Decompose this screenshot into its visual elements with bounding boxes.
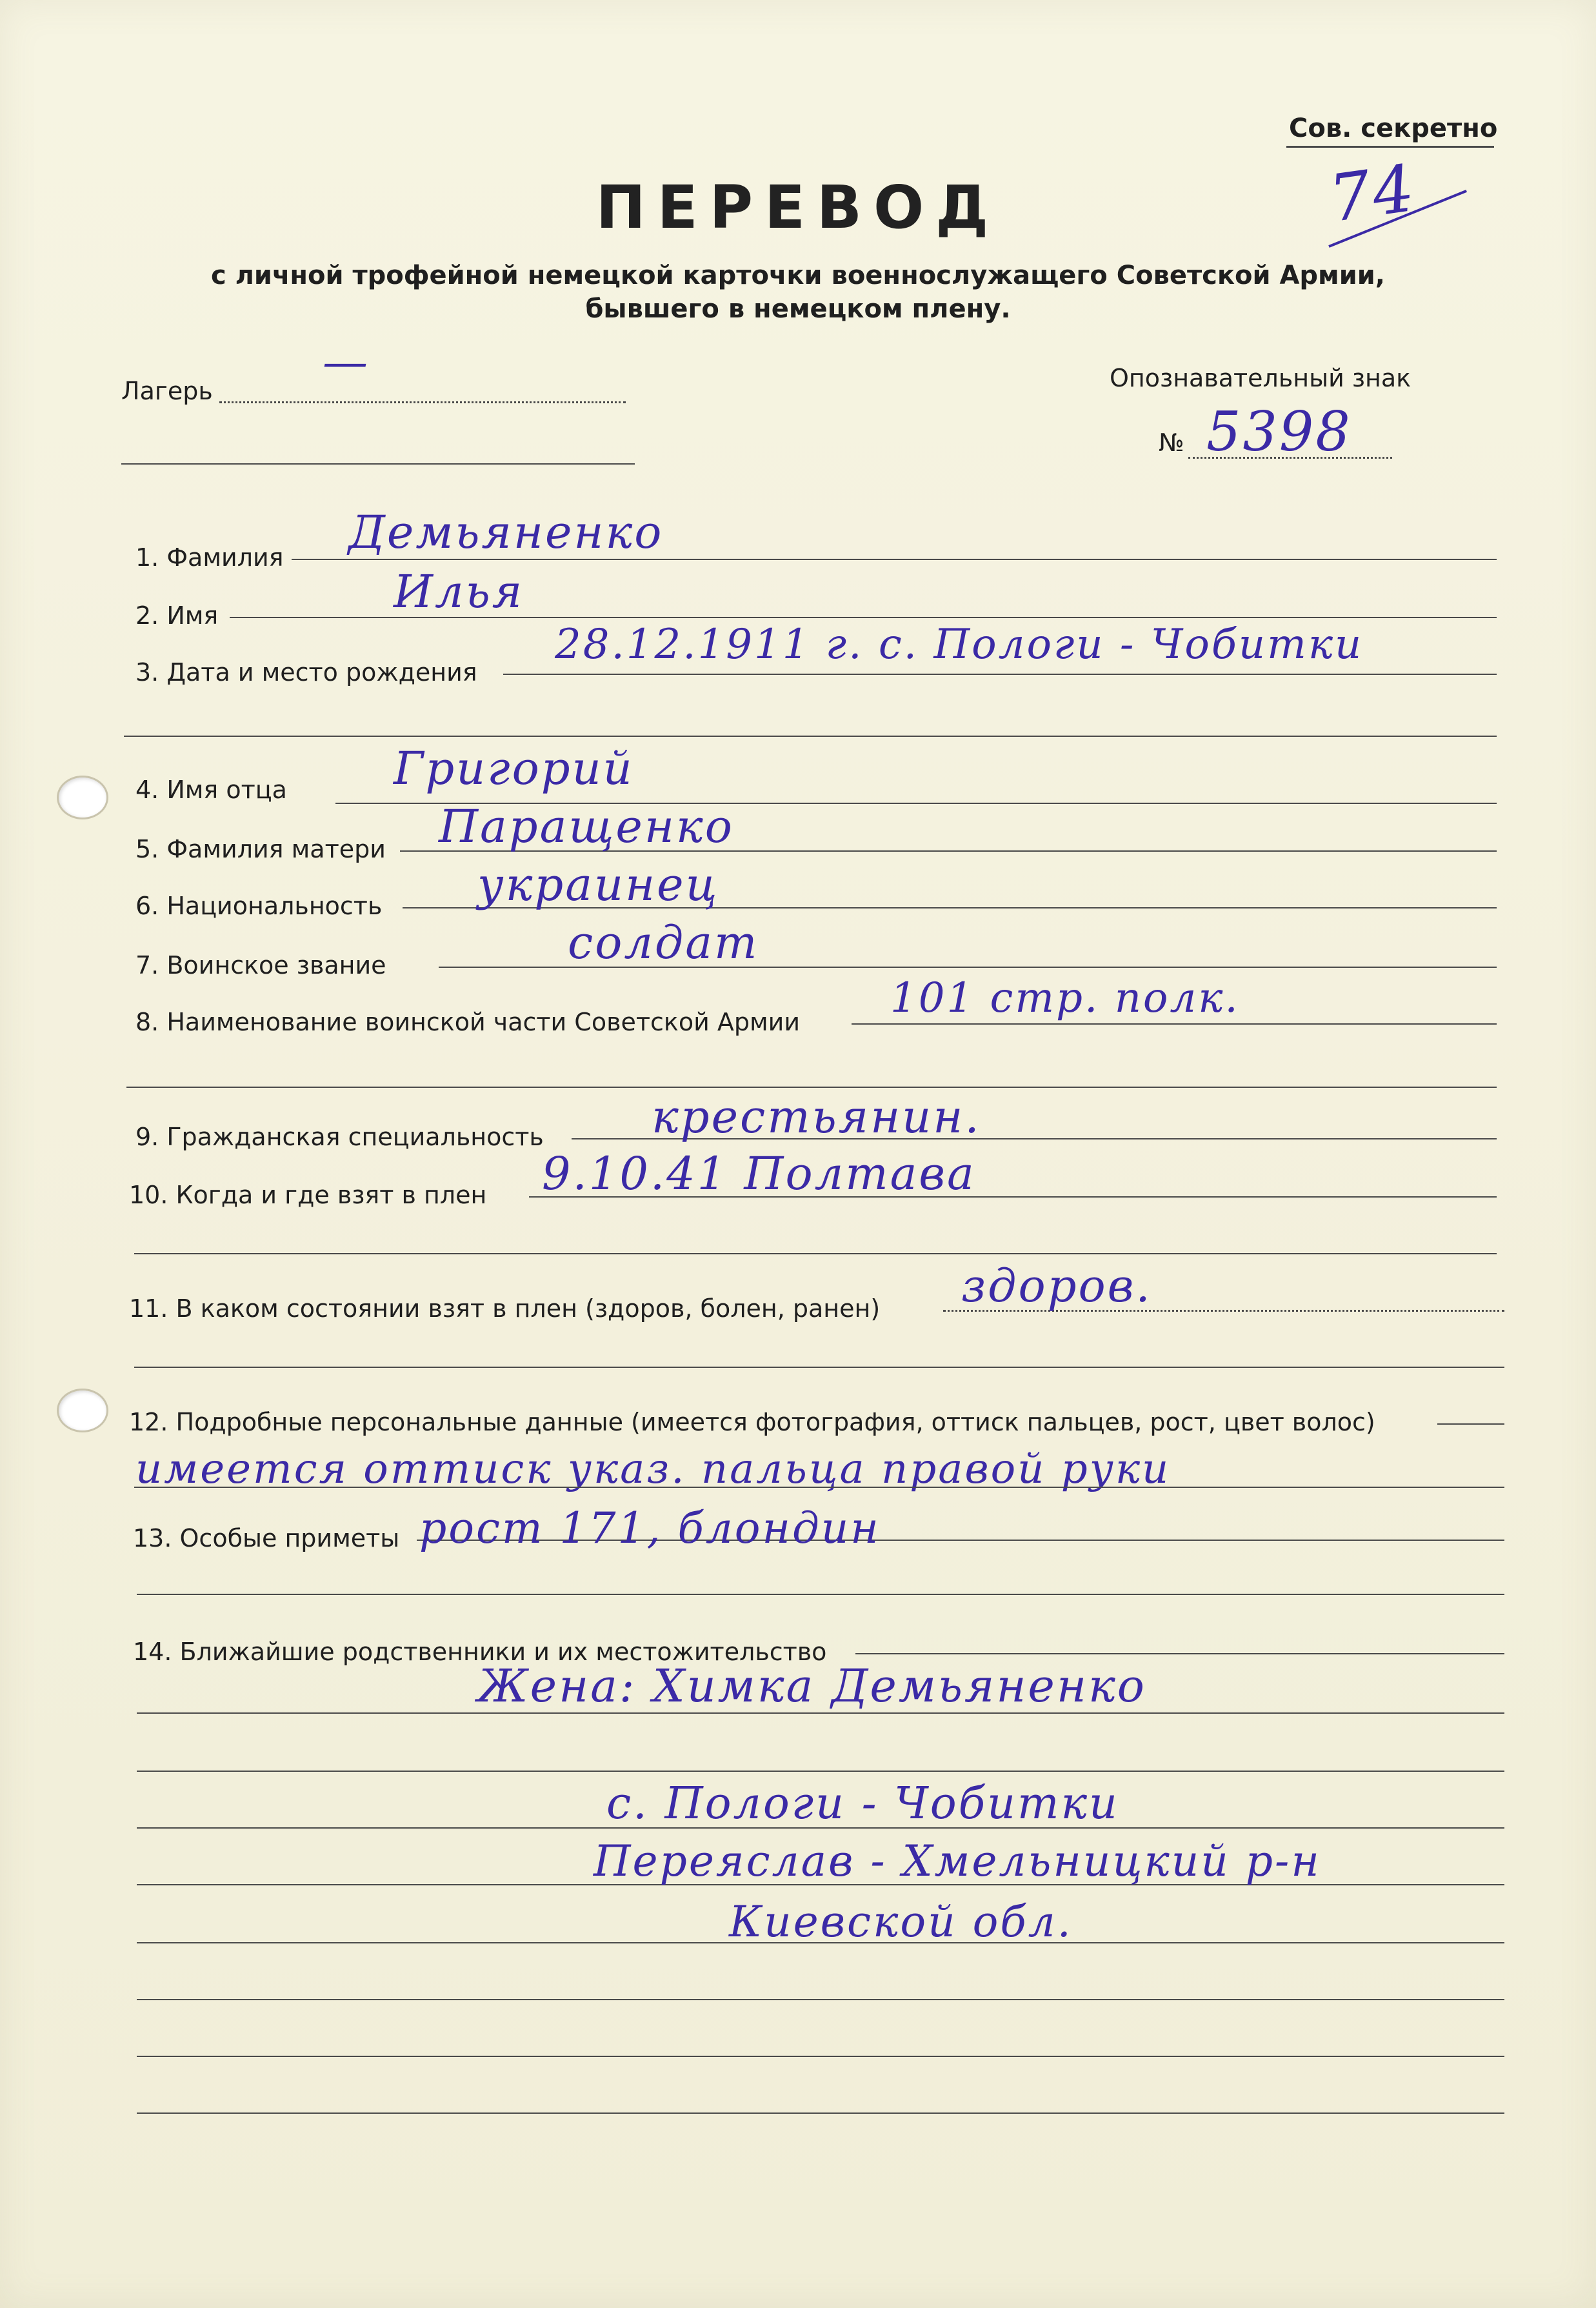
relatives-line — [137, 1999, 1504, 2000]
camp-label: Лагерь — [121, 377, 213, 405]
field-line-continuation — [134, 1487, 1504, 1488]
field-label-civil-profession: 9. Гражданская специальность — [135, 1123, 544, 1151]
field-label-personal-data: 12. Подробные персональные данные (имеется фотография, оттиск пальцев, рост, цвет волос) — [129, 1408, 1375, 1436]
field-line — [292, 559, 1497, 560]
id-mark-no-label: № — [1159, 428, 1184, 457]
field-label-name: 2. Имя — [135, 601, 219, 630]
document-subtitle-line1: с личной трофейной немецкой карточки военнослужащего Советской Армии, — [210, 261, 1386, 290]
field-value-personal-data: имеется оттиск указ. пальца правой руки — [135, 1445, 1171, 1493]
relatives-line — [137, 2056, 1504, 2057]
field-label-nationality: 6. Национальность — [135, 892, 383, 920]
field-label-condition: 11. В каком состоянии взят в плен (здоров, болен, ранен) — [129, 1294, 881, 1323]
field-label-surname: 1. Фамилия — [135, 543, 284, 572]
page-number: 74 — [1324, 150, 1421, 237]
field-value-mother: Паращенко — [439, 800, 734, 853]
relatives-line — [137, 1771, 1504, 1772]
field-value-name: Илья — [394, 565, 524, 618]
field-label-birth: 3. Дата и место рождения — [135, 658, 477, 687]
field-value-civil-profession: крестьянин. — [652, 1090, 981, 1143]
field-label-unit: 8. Наименование воинской части Советской Армии — [135, 1008, 801, 1036]
camp-value: — — [323, 336, 370, 388]
document-title: ПЕРЕВОД — [595, 173, 1001, 242]
field-line — [852, 1023, 1497, 1025]
field-label-rank: 7. Воинское звание — [135, 951, 386, 979]
relatives-entry: Жена: Химка Демьяненко — [477, 1660, 1146, 1712]
field-line-continuation — [134, 1253, 1497, 1254]
relatives-entry: Переяслав - Хмельницкий р-н — [594, 1836, 1321, 1886]
field-value-rank: солдат — [568, 916, 759, 969]
relatives-line — [137, 1712, 1504, 1714]
field-line — [1437, 1423, 1504, 1425]
field-line-continuation — [137, 1594, 1504, 1595]
field-label-father: 4. Имя отца — [135, 776, 287, 804]
classification-underline — [1286, 146, 1494, 148]
document-subtitle-line2: бывшего в немецком плену. — [585, 294, 1011, 324]
field-label-mother: 5. Фамилия матери — [135, 835, 386, 863]
field-value-condition: здоров. — [961, 1259, 1152, 1312]
field-value-father: Григорий — [394, 742, 634, 795]
id-mark-value: 5398 — [1206, 400, 1352, 463]
field-line-continuation — [126, 1087, 1497, 1088]
field-label-relatives: 14. Ближайшие родственники и их местожительство — [133, 1638, 827, 1666]
camp-second-line — [121, 463, 635, 465]
field-line-continuation — [134, 1367, 1504, 1368]
relatives-line — [137, 2112, 1504, 2114]
relatives-entry: Киевской обл. — [729, 1897, 1073, 1947]
field-value-birth: 28.12.1911 г. с. Пологи - Чобитки — [555, 621, 1364, 668]
field-value-surname: Демьяненко — [348, 506, 664, 559]
punch-hole — [57, 776, 108, 819]
field-line — [855, 1653, 1504, 1654]
field-value-captured: 9.10.41 Полтава — [542, 1147, 976, 1200]
field-value-unit: 101 стр. полк. — [890, 974, 1240, 1022]
relatives-entry: с. Пологи - Чобитки — [606, 1778, 1119, 1829]
field-label-special-marks: 13. Особые приметы — [133, 1524, 400, 1552]
field-value-special-marks: рост 171, блондин — [419, 1503, 881, 1553]
id-mark-label: Опознавательный знак — [1110, 364, 1411, 392]
field-line — [503, 674, 1497, 675]
field-line-continuation — [124, 736, 1497, 737]
classification-stamp: Сов. секретно — [1289, 114, 1498, 143]
field-label-captured: 10. Когда и где взят в плен — [129, 1181, 487, 1209]
camp-dotted-line — [219, 401, 626, 403]
punch-hole — [57, 1389, 108, 1432]
field-value-nationality: украинец — [477, 858, 719, 911]
